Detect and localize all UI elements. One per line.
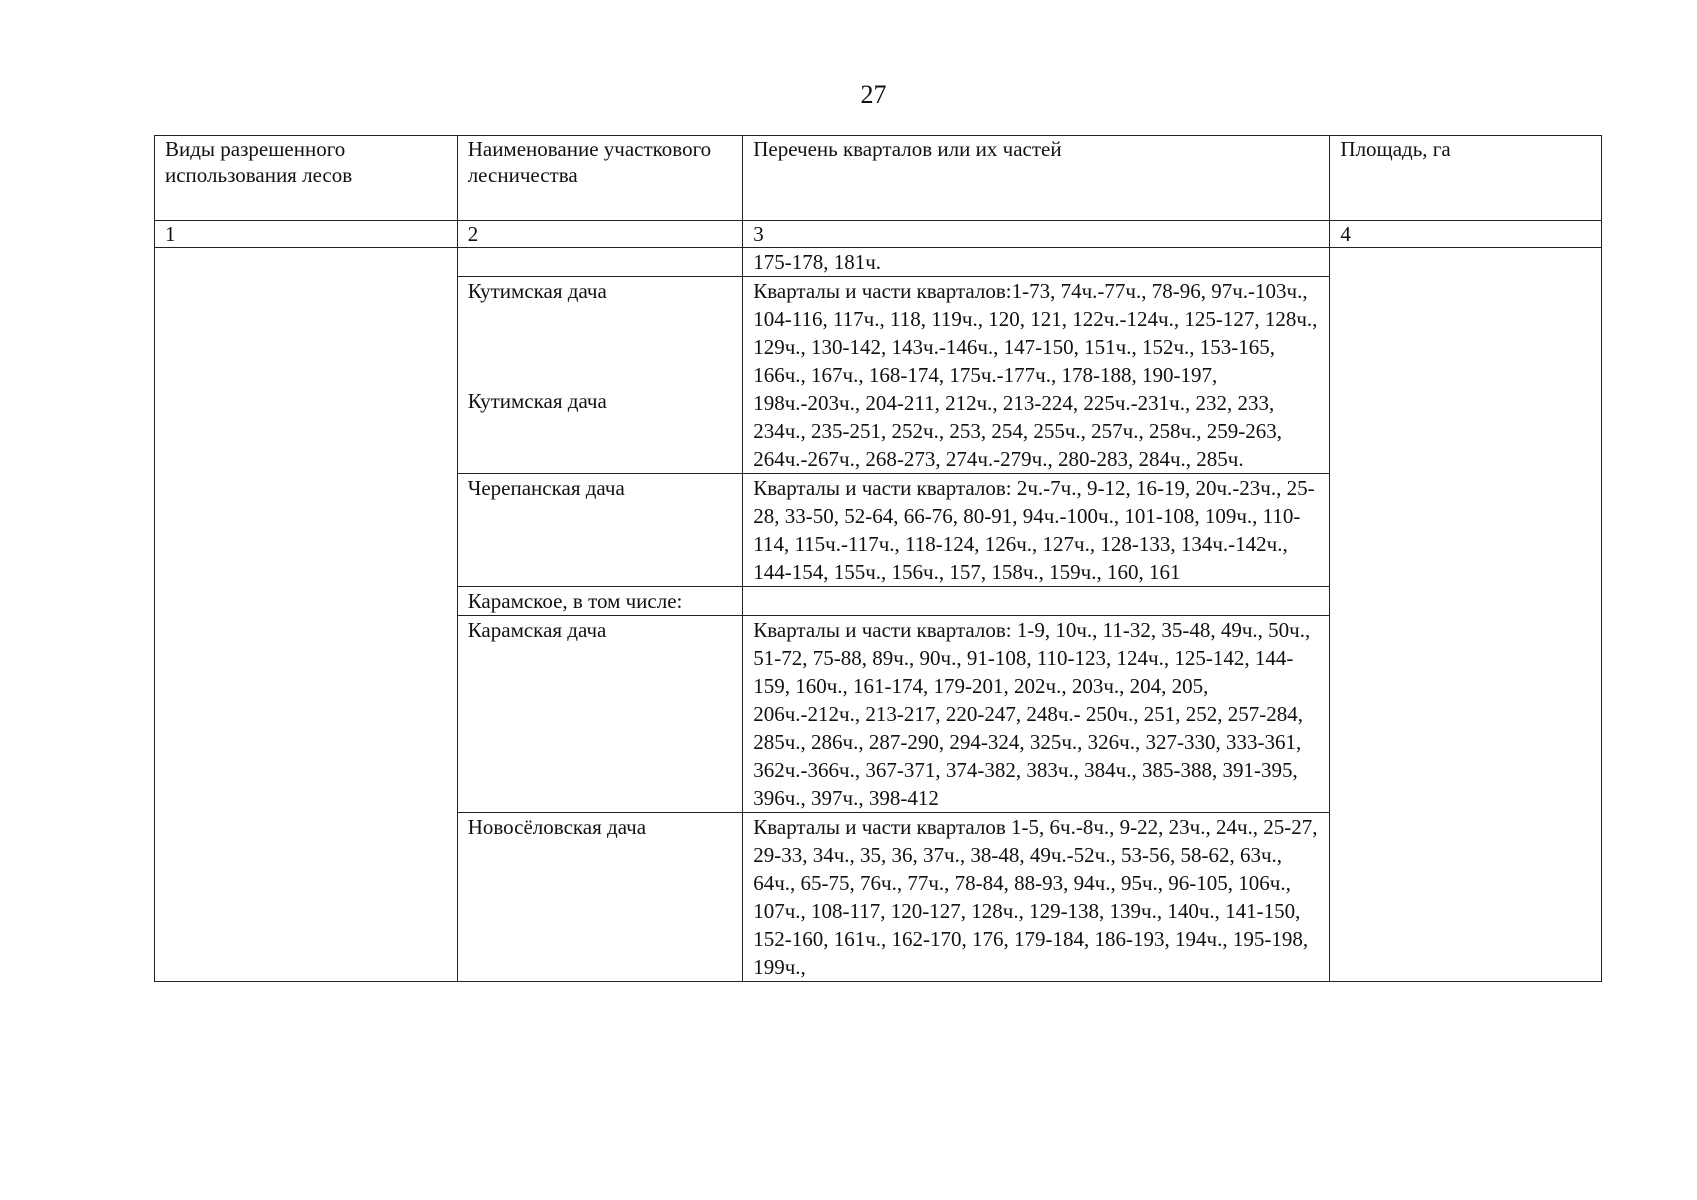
quarters-cell: Кварталы и части кварталов: 2ч.-7ч., 9-12, 16-19, 20ч.-23ч., 25-28, 33-50, 52-64, 66-76, 80-91, 94ч.-100ч., 101-108, 109ч., 110-114, 115ч.-117ч., 118-124, 126ч., 127ч., 128-133, 134ч.-142ч., 144-154, 155ч., 156ч., 157, 158ч., 159ч., 160, 161 bbox=[743, 474, 1330, 587]
page-number: 27 bbox=[860, 80, 887, 109]
area-cell bbox=[1330, 248, 1602, 982]
table-header-row bbox=[155, 136, 1602, 221]
header-quarters-list: Перечень кварталов или их частей bbox=[743, 136, 1330, 221]
column-number: 3 bbox=[743, 221, 1330, 248]
forestry-name-cell: Черепанская дача bbox=[457, 474, 743, 587]
header-use-types: Виды разрешенного использования лесов bbox=[155, 136, 458, 221]
use-type-cell bbox=[155, 248, 458, 982]
column-number: 4 bbox=[1330, 221, 1602, 248]
quarters-cell: Кварталы и части кварталов:1-73, 74ч.-77ч., 78-96, 97ч.-103ч., 104-116, 117ч., 118, 119ч., 120, 121, 122ч.-124ч., 125-127, 128ч., 129ч., 130-142, 143ч.-146ч., 147-150, 151ч., 152ч., 153-165, 166ч., 167ч., 168-174, 175ч.-177ч., 178-188, 190-197, 198ч.-203ч., 204-211, 212ч., 213-224, 225ч.-231ч., 232, 233, 234ч., 235-251, 252ч., 253, 254, 255ч., 257ч., 258ч., 259-263, 264ч.-267ч., 268-273, 274ч.-279ч., 280-283, 284ч., 285ч. bbox=[743, 277, 1330, 474]
header-forestry-name: Наименование участкового лесничества bbox=[457, 136, 743, 221]
forestry-name-cell: Новосёловская дача bbox=[457, 813, 743, 982]
quarters-cell: 175-178, 181ч. bbox=[743, 248, 1330, 277]
forestry-name-cell bbox=[457, 277, 743, 474]
forestry-name-cell bbox=[457, 248, 743, 277]
table-row bbox=[155, 248, 1602, 277]
forestry-name: Кутимская дача bbox=[467, 279, 607, 303]
quarters-cell bbox=[743, 587, 1330, 616]
forestry-name-repeat: Кутимская дача bbox=[467, 389, 607, 413]
quarters-cell: Кварталы и части кварталов 1-5, 6ч.-8ч., 9-22, 23ч., 24ч., 25-27, 29-33, 34ч., 35, 36, 37ч., 38-48, 49ч.-52ч., 53-56, 58-62, 63ч., 64ч., 65-75, 76ч., 77ч., 78-84, 88-93, 94ч., 95ч., 96-105, 106ч., 107ч., 108-117, 120-127, 128ч., 129-138, 139ч., 140ч., 141-150, 152-160, 161ч., 162-170, 176, 179-184, 186-193, 194ч., 195-198, 199ч., bbox=[743, 813, 1330, 982]
forestry-name-cell: Карамское, в том числе: bbox=[457, 587, 743, 616]
column-number-row bbox=[155, 221, 1602, 248]
column-number: 2 bbox=[457, 221, 743, 248]
quarters-cell: Кварталы и части кварталов: 1-9, 10ч., 11-32, 35-48, 49ч., 50ч., 51-72, 75-88, 89ч., 90ч., 91-108, 110-123, 124ч., 125-142, 144-159, 160ч., 161-174, 179-201, 202ч., 203ч., 204, 205, 206ч.-212ч., 213-217, 220-247, 248ч.- 250ч., 251, 252, 257-284, 285ч., 286ч., 287-290, 294-324, 325ч., 326ч., 327-330, 333-361, 362ч.-366ч., 367-371, 374-382, 383ч., 384ч., 385-388, 391-395, 396ч., 397ч., 398-412 bbox=[743, 616, 1330, 813]
column-number: 1 bbox=[155, 221, 458, 248]
forestry-name-cell: Карамская дача bbox=[457, 616, 743, 813]
forest-use-table bbox=[154, 135, 1602, 982]
header-area: Площадь, га bbox=[1330, 136, 1602, 221]
